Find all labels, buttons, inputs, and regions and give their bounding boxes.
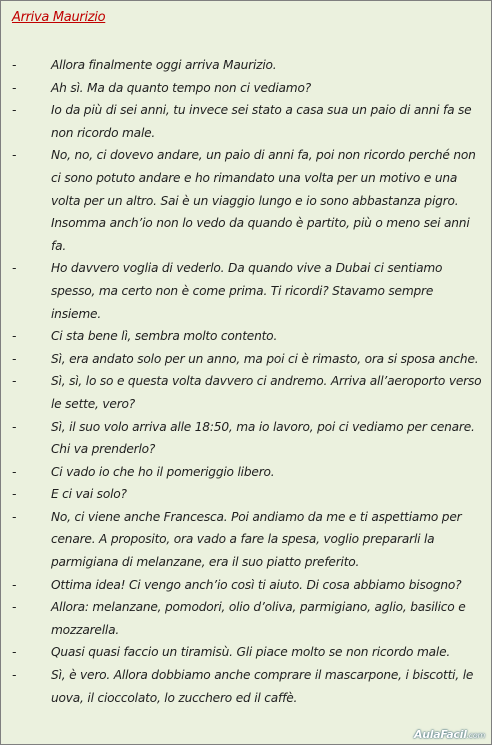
dialogue-text: Ho davvero voglia di vederlo. Da quando vive a Dubai ci sentiamo spesso, ma certo non è come prima. Ti ricordi? Stavamo sempre insieme. (51, 261, 443, 321)
dialogue-line (1, 257, 491, 325)
dialogue-text: Sì, era andato solo per un anno, ma poi ci è rimasto, ora si sposa anche. (51, 351, 479, 366)
dialogue-dash: - (12, 600, 17, 615)
dialogue-text: Ah sì. Ma da quanto tempo non ci vediamo? (51, 80, 311, 95)
document-title: Arriva Maurizio (12, 10, 106, 25)
dialogue-line (1, 370, 491, 415)
dialogue-line (1, 664, 491, 709)
dialogue-text: Sì, sì, lo so e questa volta davvero ci andremo. Arriva all’aeroporto verso le sette, vero? (51, 374, 482, 411)
dialogue-dash: - (12, 577, 17, 592)
dialogue-text: Allora: melanzane, pomodori, olio d’oliva, parmigiano, aglio, basilico e mozzarella. (51, 600, 466, 637)
dialogue-dash: - (12, 487, 17, 502)
dialogue-dash: - (12, 261, 17, 276)
dialogue-line (1, 416, 491, 461)
dialogue-dash: - (12, 351, 17, 366)
dialogue-text: Io da più di sei anni, tu invece sei stato a casa sua un paio di anni fa se non ricordo male. (51, 103, 472, 140)
dialogue-dash: - (12, 103, 17, 118)
dialogue-dash: - (12, 419, 17, 434)
logo-suffix: .com (466, 731, 485, 740)
dialogue-text: Quasi quasi faccio un tiramisù. Gli piace molto se non ricordo male. (51, 645, 451, 660)
dialogue-line (1, 596, 491, 641)
logo-name: AulaFacil (413, 728, 467, 741)
dialogue-dash: - (12, 668, 17, 683)
dialogue-line (1, 506, 491, 574)
dialogue-text: No, ci viene anche Francesca. Poi andiamo da me e ti aspettiamo per cenare. A proposito, ora vado a fare la spesa, voglio prepararli la parmigiana di melanzane, era il suo piatto preferito. (51, 509, 462, 570)
dialogue-line (1, 461, 491, 484)
dialogue-line (1, 641, 491, 664)
dialogue-dash: - (12, 509, 17, 524)
dialogue-line (1, 54, 491, 77)
dialogue-text: E ci vai solo? (51, 487, 127, 502)
dialogue-line (1, 325, 491, 348)
dialogue-line (1, 144, 491, 257)
dialogue-text: Ci sta bene lì, sembra molto contento. (51, 329, 278, 344)
dialogue-text: Ottima idea! Ci vengo anch’io così ti aiuto. Di cosa abbiamo bisogno? (51, 577, 462, 592)
dialogue-dash: - (12, 645, 17, 660)
dialogue-line (1, 99, 491, 144)
dialogue-dash: - (12, 58, 17, 72)
dialogue-line (1, 483, 491, 506)
dialogue-dash: - (12, 80, 17, 95)
dialogue-text: Sì, è vero. Allora dobbiamo anche comprare il mascarpone, i biscotti, le uova, il cioccolato, lo zucchero ed il caffè. (51, 668, 474, 705)
dialogue-dash: - (12, 329, 17, 344)
dialogue-line (1, 574, 491, 597)
dialogue-line (1, 348, 491, 371)
dialogue-list (1, 54, 491, 709)
dialogue-dash: - (12, 148, 17, 163)
dialogue-line (1, 77, 491, 100)
dialogue-dash: - (12, 374, 17, 389)
dialogue-text: Allora finalmente oggi arriva Maurizio. (51, 58, 277, 72)
dialogue-text: Ci vado io che ho il pomeriggio libero. (51, 464, 275, 479)
aulafacil-logo (414, 728, 485, 741)
dialogue-text: Sì, il suo volo arriva alle 18:50, ma io lavoro, poi ci vediamo per cenare. Chi va prenderlo? (51, 419, 475, 457)
dialogue-dash: - (12, 464, 17, 479)
dialogue-text: No, no, ci dovevo andare, un paio di anni fa, poi non ricordo perché non ci sono potuto andare e ho rimandato una volta per un motivo e una volta per un altro. Sai è un viaggio lungo e io sono abbastanza pigro. Insomma anch’io non lo vedo da quando è partito, più o meno sei anni fa. (51, 148, 476, 253)
